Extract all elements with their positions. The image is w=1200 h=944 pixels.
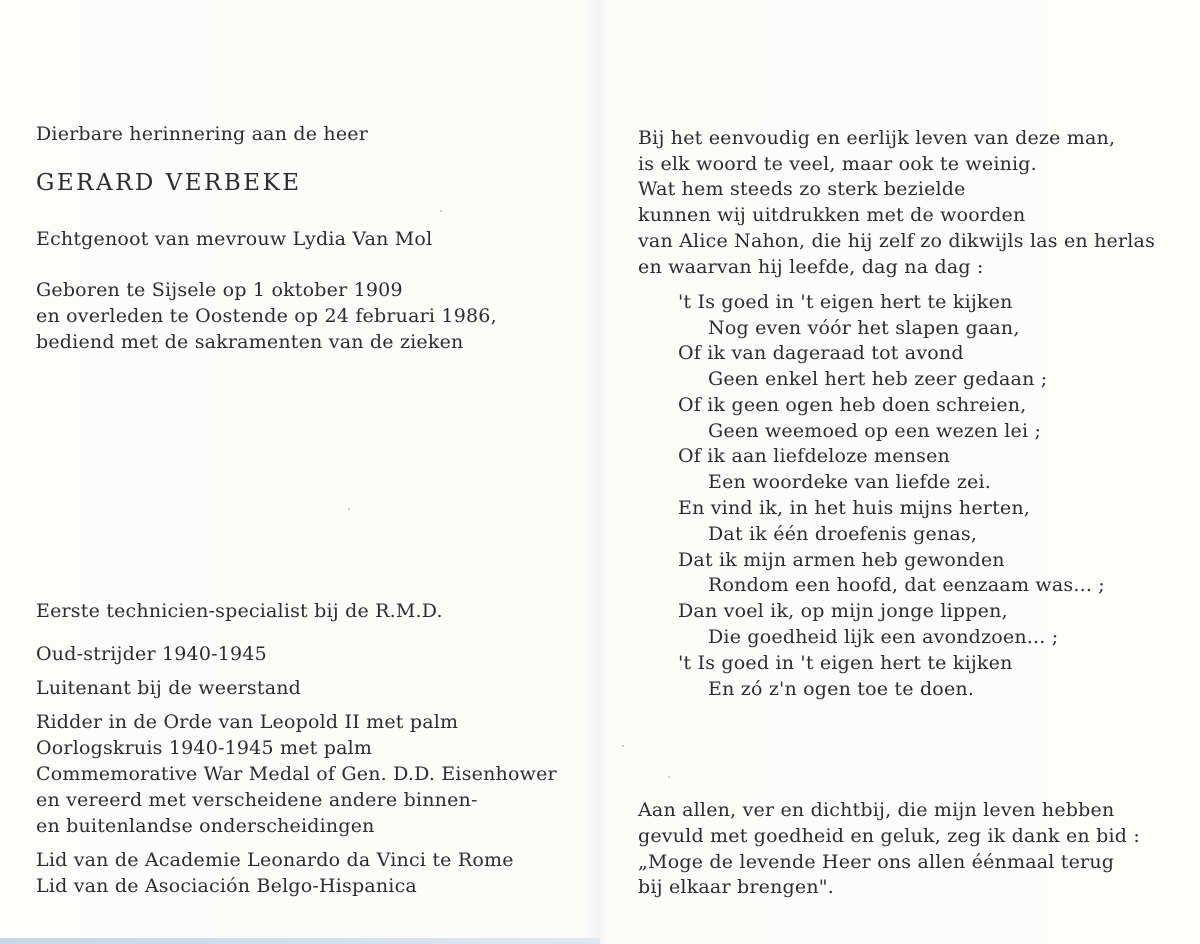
career-line: Commemorative War Medal of Gen. D.D. Eisenhower bbox=[36, 763, 557, 785]
poem-line: Nog even vóór het slapen gaan, bbox=[708, 317, 1020, 339]
intro-line: Bij het eenvoudig en eerlijk leven van deze man, bbox=[638, 127, 1116, 149]
closing-line: gevuld met goedheid en geluk, zeg ik dank en bid : bbox=[638, 825, 1140, 847]
paper-speck bbox=[622, 745, 624, 747]
poem-line: Of ik aan liefdeloze mensen bbox=[678, 445, 950, 467]
death-line: en overleden te Oostende op 24 februari 1986, bbox=[36, 305, 497, 327]
intro-line: Wat hem steeds zo sterk bezielde bbox=[638, 178, 966, 200]
spouse-line: Echtgenoot van mevrouw Lydia Van Mol bbox=[36, 228, 433, 250]
card-header: Dierbare herinnering aan de heer bbox=[36, 123, 369, 145]
paper-speck bbox=[668, 776, 670, 778]
closing-line: bij elkaar brengen". bbox=[638, 876, 834, 898]
poem-line: Dat ik één droefenis genas, bbox=[708, 523, 978, 545]
intro-line: is elk woord te veel, maar ook te weinig. bbox=[638, 153, 1037, 175]
poem-line: 't Is goed in 't eigen hert te kijken bbox=[678, 652, 1013, 674]
paper-speck bbox=[440, 210, 442, 212]
career-line: Eerste technicien-specialist bij de R.M.D. bbox=[36, 600, 443, 622]
intro-line: van Alice Nahon, die hij zelf zo dikwijls las en herlas bbox=[638, 230, 1156, 252]
poem-line: Rondom een hoofd, dat eenzaam was... ; bbox=[708, 574, 1105, 596]
career-line: Ridder in de Orde van Leopold II met palm bbox=[36, 711, 459, 733]
poem-line: En zó z'n ogen toe te doen. bbox=[708, 678, 975, 700]
paper-speck bbox=[348, 508, 350, 510]
career-line: en buitenlandse onderscheidingen bbox=[36, 815, 375, 837]
birth-line: Geboren te Sijsele op 1 oktober 1909 bbox=[36, 279, 403, 301]
career-line: Luitenant bij de weerstand bbox=[36, 677, 302, 699]
career-line: Lid van de Academie Leonardo da Vinci te Rome bbox=[36, 849, 514, 871]
career-line: en vereerd met verscheidene andere binnen- bbox=[36, 789, 478, 811]
poem-line: Geen enkel hert heb zeer gedaan ; bbox=[708, 368, 1048, 390]
intro-line: en waarvan hij leefde, dag na dag : bbox=[638, 256, 984, 278]
poem-line: Geen weemoed op een wezen lei ; bbox=[708, 420, 1042, 442]
career-line: Oorlogskruis 1940-1945 met palm bbox=[36, 737, 373, 759]
closing-line: „Moge de levende Heer ons allen éénmaal terug bbox=[638, 851, 1115, 873]
closing-line: Aan allen, ver en dichtbij, die mijn leven hebben bbox=[638, 799, 1115, 821]
scan-edge-band bbox=[0, 938, 600, 944]
poem-line: 't Is goed in 't eigen hert te kijken bbox=[678, 291, 1013, 313]
deceased-name: GERARD VERBEKE bbox=[36, 170, 302, 196]
poem-line: Of ik geen ogen heb doen schreien, bbox=[678, 394, 1027, 416]
poem-line: Dan voel ik, op mijn jonge lippen, bbox=[678, 600, 1008, 622]
poem-line: Die goedheid lijk een avondzoen... ; bbox=[708, 626, 1059, 648]
poem-line: Of ik van dageraad tot avond bbox=[678, 342, 964, 364]
career-line: Oud-strijder 1940-1945 bbox=[36, 643, 267, 665]
poem-line: Een woordeke van liefde zei. bbox=[708, 471, 992, 493]
intro-line: kunnen wij uitdrukken met de woorden bbox=[638, 204, 1026, 226]
poem-line: Dat ik mijn armen heb gewonden bbox=[678, 549, 1005, 571]
career-line: Lid van de Asociación Belgo-Hispanica bbox=[36, 875, 417, 897]
sacrament-line: bediend met de sakramenten van de zieken bbox=[36, 331, 464, 353]
poem-line: En vind ik, in het huis mijns herten, bbox=[678, 497, 1031, 519]
